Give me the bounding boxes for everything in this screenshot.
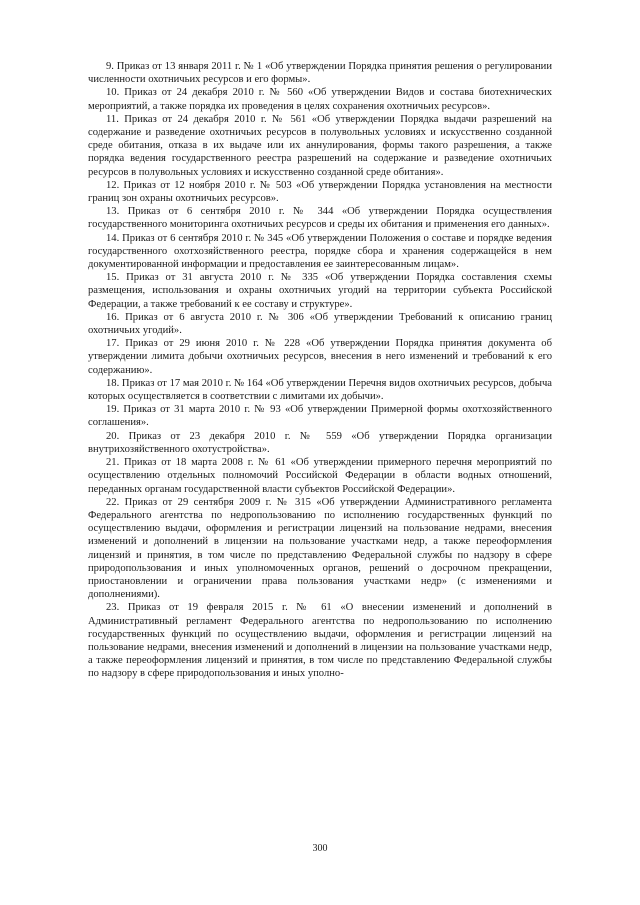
paragraph-item-22: 22. Приказ от 29 сентября 2009 г. № 315 «Об утверждении Административного регламента Федерального агентства по недропользованию по исполнению государственных функций по осуществлению выдачи, оформления и регистрации лицензий на пользование недрами, внесения изменений и дополнений в лицензии на пользование участками недр, а также переоформления лицензий и принятия, в том числе по представлению Федеральной службы по надзору в сфере природопользования и иных уполномоченных органов, решений о досрочном прекращении, приостановлении и ограничении права пользования участками недр» (с изменениями и дополнениями). xyxy=(88,496,552,601)
paragraph-item-16: 16. Приказ от 6 августа 2010 г. № 306 «Об утверждении Требований к описанию границ охотничьих угодий». xyxy=(88,311,552,337)
paragraph-item-21: 21. Приказ от 18 марта 2008 г. № 61 «Об утверждении примерного перечня мероприятий по осуществлению отдельных полномочий Российской Федерации в области водных отношений, переданных органам государственной власти субъектов Российской Федерации». xyxy=(88,457,552,495)
paragraph-item-15: 15. Приказ от 31 августа 2010 г. № 335 «Об утверждении Порядка составления схемы размещения, использования и охраны охотничьих угодий на территории субъекта Российской Федерации, а также требований к ее составу и структуре». xyxy=(88,272,552,310)
paragraph-item-13: 13. Приказ от 6 сентября 2010 г. № 344 «Об утверждении Порядка осуществления государственного мониторинга охотничьих ресурсов и среды их обитания и применения его данных». xyxy=(88,206,552,231)
paragraph-item-14: 14. Приказ от 6 сентября 2010 г. № 345 «Об утверждении Положения о составе и порядке ведения государственного охотхозяйственного реестра, порядке сбора и хранения содержащейся в нем документированной информации и предоставления ее заинтересованным лицам». xyxy=(88,232,552,271)
paragraph-item-10: 10. Приказ от 24 декабря 2010 г. № 560 «Об утверждении Видов и состава биотехнических мероприятий, а также порядка их проведения в целях сохранения охотничьих ресурсов». xyxy=(88,87,552,112)
document-body xyxy=(88,60,552,681)
page-number: 300 xyxy=(312,843,328,854)
paragraph-item-19: 19. Приказ от 31 марта 2010 г. № 93 «Об утверждении Примерной формы охотхозяйственного соглашения». xyxy=(88,404,552,429)
paragraph-item-12: 12. Приказ от 12 ноября 2010 г. № 503 «Об утверждении Порядка установления на местности границ зон охраны охотничьих ресурсов». xyxy=(88,179,552,205)
paragraph-item-17: 17. Приказ от 29 июня 2010 г. № 228 «Об утверждении Порядка принятия документа об утверждении лимита добычи охотничьих ресурсов, внесения в него изменений и требований к его содержанию». xyxy=(88,338,552,376)
paragraph-item-23: 23. Приказ от 19 февраля 2015 г. № 61 «О внесении изменений и дополнений в Административный регламент Федерального агентства по недропользованию по исполнению государственных функций по осуществлению выдачи, оформления и регистрации лицензий на пользование недрами, внесения изменений и дополнений в лицензии на пользование участками недр, а также переоформления лицензий и принятия, в том числе по представлению Федеральной службы по надзору в сфере природопользования и иных уполно- xyxy=(88,602,552,680)
paragraph-item-9: 9. Приказ от 13 января 2011 г. № 1 «Об утверждении Порядка принятия решения о регулировании численности охотничьих ресурсов и его формы». xyxy=(88,61,552,86)
paragraph-item-18: 18. Приказ от 17 мая 2010 г. № 164 «Об утверждении Перечня видов охотничьих ресурсов, добыча которых осуществляется в соответствии с лимитами их добычи». xyxy=(88,377,552,403)
paragraph-item-11: 11. Приказ от 24 декабря 2010 г. № 561 «Об утверждении Порядка выдачи разрешений на содержание и разведение охотничьих ресурсов в полувольных условиях и искусственно созданной среде обитания, отказа в их выдаче или их аннулирования, формы такого разрешения, а также порядка ведения государственного реестра разрешений на содержание и разведение охотничьих ресурсов в полувольных условиях и искусственно созданной среде обитания». xyxy=(88,113,552,178)
paragraph-item-20: 20. Приказ от 23 декабря 2010 г. № 559 «Об утверждении Порядка организации внутрихозяйственного охотустройства». xyxy=(88,430,552,455)
